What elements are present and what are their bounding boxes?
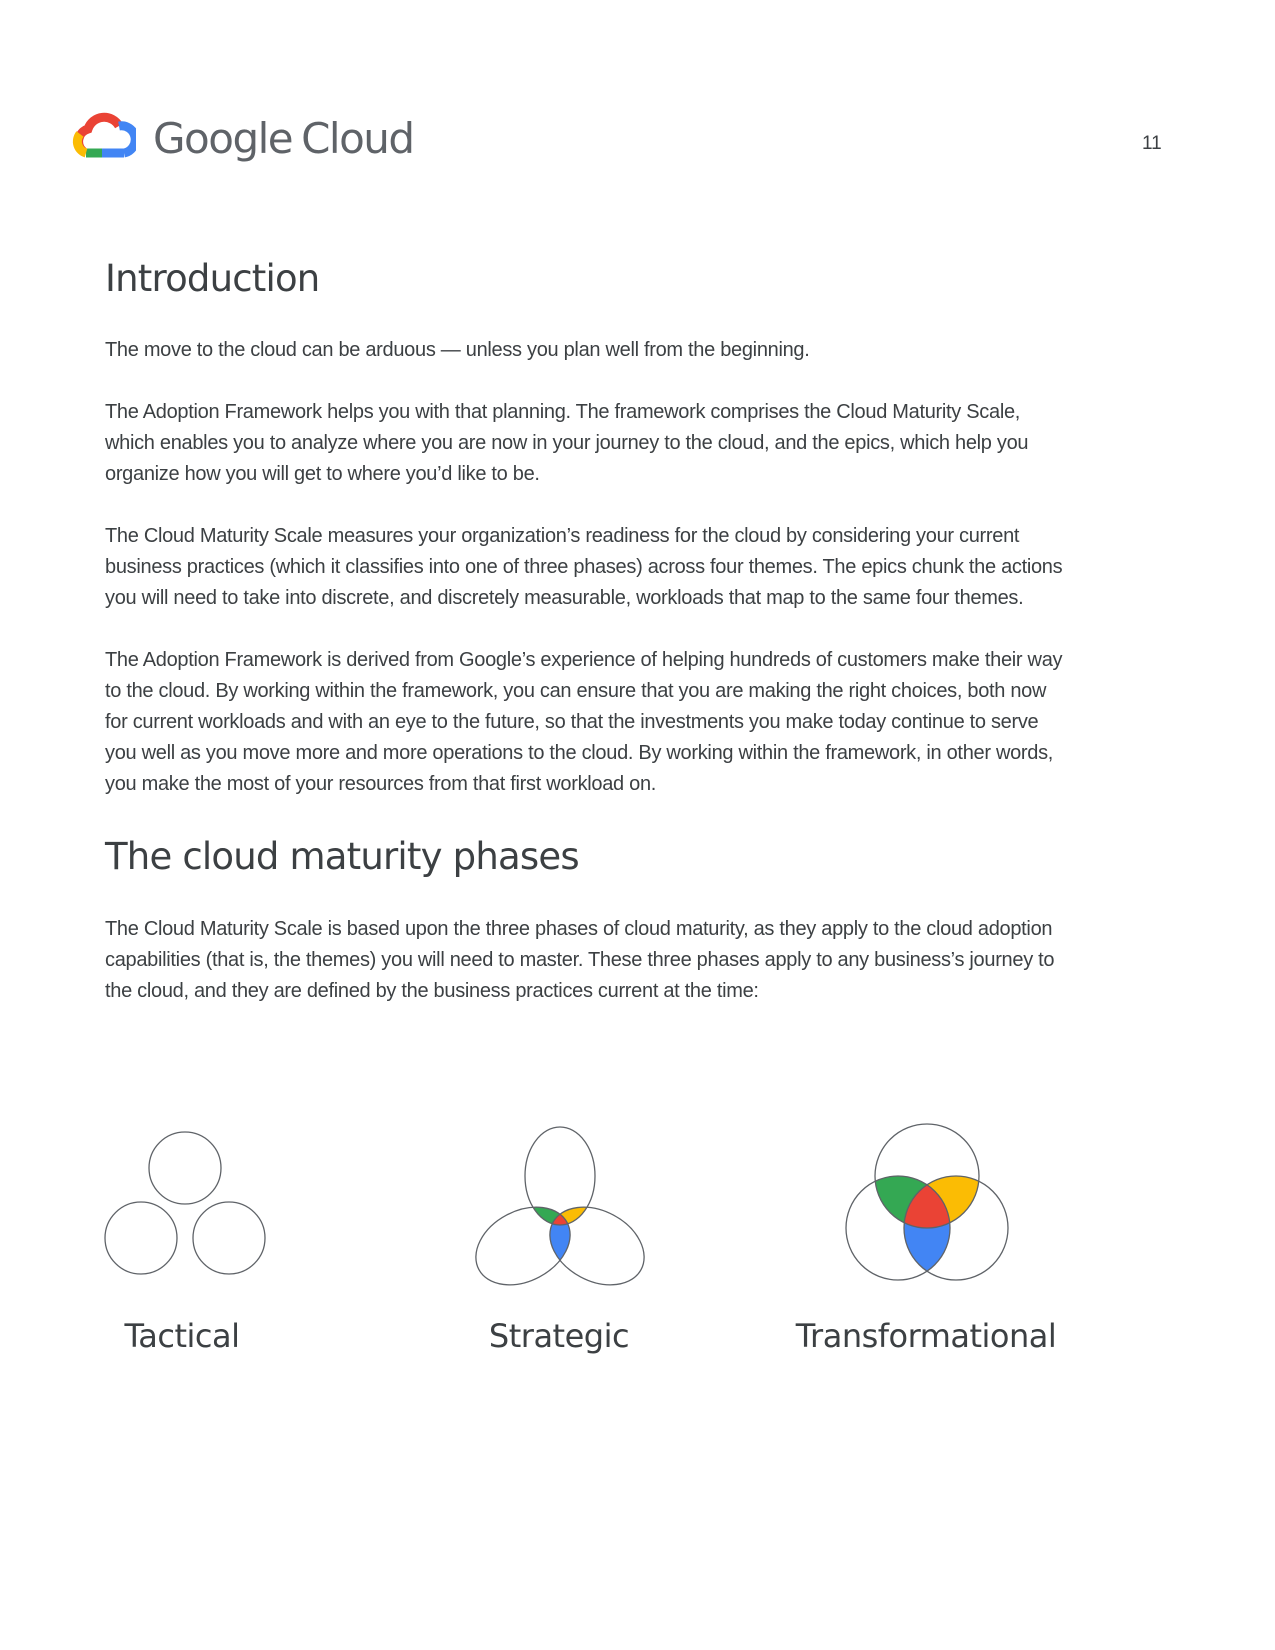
phase-label-tactical: Tactical [124,1317,240,1355]
phase-label-transformational: Transformational [795,1317,1057,1355]
logo-word-cloud: Cloud [301,113,414,163]
intro-heading: Introduction [105,257,320,300]
phases-paragraph: The Cloud Maturity Scale is based upon the three phases of cloud maturity, as they apply to the cloud adoption capabilities (that is, the themes) you will need to master. These three phases apply to any business’s journey to the cloud, and they are defined by the business practices current at the time: [105,918,1055,1003]
intro-paragraph-2: The Adoption Framework helps you with that planning. The framework comprises the Cloud Maturity Scale, which enables you to analyze where you are now in your journey to the cloud, and the epics, which help you organize how you will get to where you’d like to be. [105,400,1029,485]
intro-paragraph-4: The Adoption Framework is derived from Google’s experience of helping hundreds of customers make their way to the cloud. By working within the framework, you can ensure that you are making the right choices, both now for current workloads and with an eye to the future, so that the investments you make today continue to serve you well as you move more and more operations to the cloud. By working within the framework, in other words, you make the most of your resources from that first workload on. [105,648,1063,795]
tactical-circle-top [149,1132,221,1204]
strategic-diagram [470,1124,650,1292]
google-cloud-logo-text [153,108,414,168]
phase-label-strategic: Strategic [488,1317,630,1355]
page-number: 11 [1142,133,1162,154]
page-content [105,258,1065,1007]
tactical-diagram [100,1128,270,1293]
tactical-circle-left [105,1202,177,1274]
intro-paragraph-3: The Cloud Maturity Scale measures your organization’s readiness for the cloud by considering your current business practices (which it classifies into one of three phases) across four themes. The epics chunk the actions you will need to take into discrete, and discretely measurable, workloads that map to the same four themes. [105,524,1063,609]
logo-word-google: Google [153,113,293,163]
google-cloud-logo-icon [72,112,136,164]
strategic-ellipse-top [525,1127,595,1225]
page-header [72,108,1172,168]
strategic-overlap-left-right [536,1192,650,1292]
phases-heading: The cloud maturity phases [105,834,579,878]
intro-paragraph-1: The move to the cloud can be arduous — unless you plan well from the beginning. [105,338,810,361]
tactical-circle-right [193,1202,265,1274]
transformational-diagram [842,1122,1012,1294]
